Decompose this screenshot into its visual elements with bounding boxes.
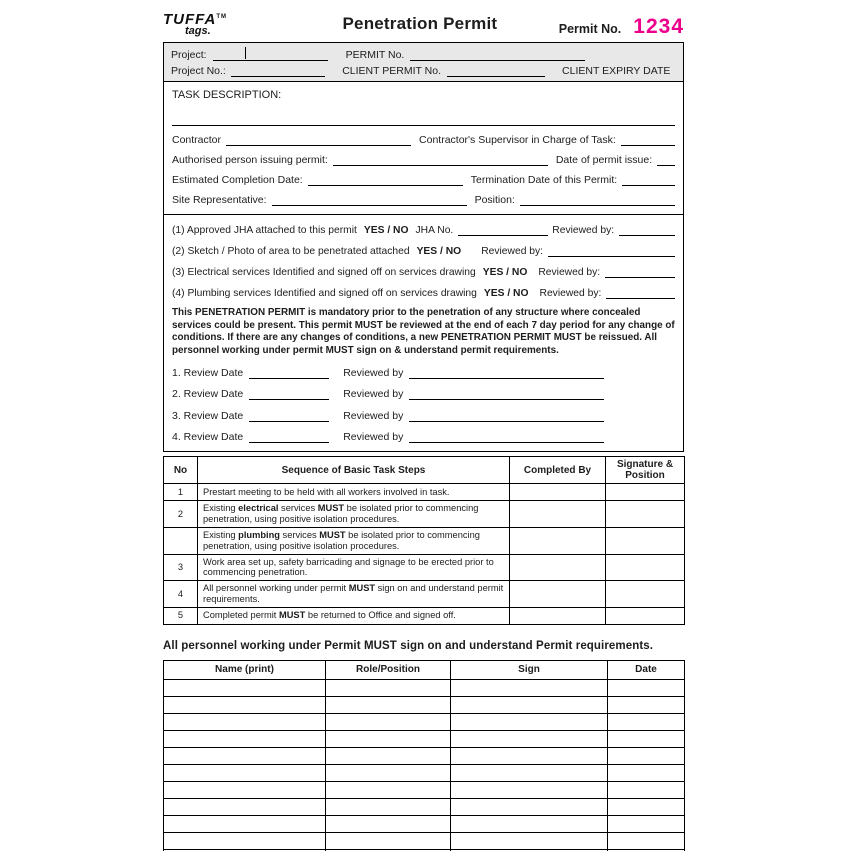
date-issue-blank[interactable] — [657, 154, 675, 166]
check-row — [172, 266, 675, 278]
name-cell[interactable] — [164, 781, 326, 798]
signon-row — [164, 747, 685, 764]
review-date-blank[interactable] — [249, 410, 329, 422]
name-cell[interactable] — [164, 832, 326, 849]
reviewed-by-blank[interactable] — [409, 388, 604, 400]
task-step-row — [164, 501, 685, 528]
form-header — [163, 11, 684, 39]
task-step-no — [164, 527, 198, 554]
completed-by-cell[interactable] — [510, 607, 606, 624]
role-cell[interactable] — [326, 781, 451, 798]
review-rows — [172, 367, 675, 444]
role-cell[interactable] — [326, 764, 451, 781]
signon-row — [164, 730, 685, 747]
sign-cell[interactable] — [451, 679, 608, 696]
signon-row — [164, 679, 685, 696]
signature-cell[interactable] — [606, 501, 685, 528]
review-row — [172, 388, 675, 400]
role-cell[interactable] — [326, 747, 451, 764]
task-step-row — [164, 607, 685, 624]
check-text: (2) Sketch / Photo of area to be penetrated attached — [172, 246, 410, 257]
signature-cell[interactable] — [606, 527, 685, 554]
completion-row — [172, 174, 675, 186]
date-cell[interactable] — [608, 747, 685, 764]
permit-no-label: Permit No. — [558, 22, 622, 36]
task-steps-table — [163, 456, 685, 624]
col-header-no: No — [164, 457, 198, 484]
project-no-blank[interactable] — [231, 65, 325, 77]
review-row — [172, 410, 675, 422]
logo-text: TUFFA — [163, 11, 217, 28]
task-step-row — [164, 527, 685, 554]
reviewed-by-label: Reviewed by: — [552, 225, 615, 236]
authorised-label: Authorised person issuing permit: — [172, 154, 328, 166]
contractor-label: Contractor — [172, 134, 222, 146]
col-header-role: Role/Position — [326, 660, 451, 679]
reviewed-by-blank[interactable] — [619, 224, 675, 236]
review-date-blank[interactable] — [249, 388, 329, 400]
reviewed-by-blank[interactable] — [606, 287, 675, 299]
reviewed-by-label: Reviewed by — [343, 409, 404, 422]
date-issue-label: Date of permit issue: — [555, 154, 653, 166]
task-step-text: Completed permit MUST be returned to Office and signed off. — [198, 607, 510, 624]
project-row — [171, 49, 676, 61]
date-cell[interactable] — [608, 781, 685, 798]
task-description-blank[interactable] — [172, 125, 675, 126]
completed-by-cell[interactable] — [510, 527, 606, 554]
role-cell[interactable] — [326, 798, 451, 815]
supervisor-label: Contractor's Supervisor in Charge of Task: — [419, 134, 616, 146]
reviewed-by-label: Reviewed by: — [539, 288, 602, 299]
position-blank[interactable] — [520, 194, 675, 206]
task-step-row — [164, 484, 685, 501]
date-cell[interactable] — [608, 832, 685, 849]
logo-wordmark — [163, 12, 281, 27]
date-cell[interactable] — [608, 679, 685, 696]
permit-no-value: 1234 — [633, 15, 684, 38]
client-expiry-label: CLIENT EXPIRY DATE — [562, 65, 671, 77]
permit-no-blank[interactable] — [410, 49, 585, 61]
name-cell[interactable] — [164, 747, 326, 764]
sign-cell[interactable] — [451, 713, 608, 730]
name-cell[interactable] — [164, 679, 326, 696]
col-header-date: Date — [608, 660, 685, 679]
review-date-label: 1. Review Date — [172, 366, 244, 379]
signon-header-row — [164, 660, 685, 679]
signature-cell[interactable] — [606, 484, 685, 501]
permit-number-block — [559, 11, 684, 39]
role-cell[interactable] — [326, 679, 451, 696]
completed-by-cell[interactable] — [510, 501, 606, 528]
project-blank[interactable] — [213, 49, 328, 61]
task-step-no: 4 — [164, 581, 198, 608]
review-row — [172, 431, 675, 443]
review-date-label: 2. Review Date — [172, 388, 244, 401]
task-step-text: Existing plumbing services MUST be isolated prior to commencing penetration, using positive isolation procedures. — [198, 527, 510, 554]
check-text: (4) Plumbing services Identified and signed off on services drawing — [172, 288, 477, 299]
name-cell[interactable] — [164, 730, 326, 747]
review-date-label: 4. Review Date — [172, 431, 244, 444]
section-divider — [164, 214, 683, 215]
completed-by-cell[interactable] — [510, 554, 606, 581]
date-cell[interactable] — [608, 713, 685, 730]
review-date-label: 3. Review Date — [172, 409, 244, 422]
name-cell[interactable] — [164, 764, 326, 781]
permit-no-field-label: PERMIT No. — [345, 49, 405, 61]
task-step-row — [164, 554, 685, 581]
task-step-row — [164, 581, 685, 608]
permit-details-box — [163, 82, 684, 452]
col-header-sign: Sign — [451, 660, 608, 679]
date-cell[interactable] — [608, 798, 685, 815]
task-step-no: 2 — [164, 501, 198, 528]
signon-row — [164, 832, 685, 849]
yes-no-option[interactable]: YES / NO — [363, 225, 409, 236]
task-table-header-row — [164, 457, 685, 484]
reviewed-by-blank[interactable] — [605, 266, 675, 278]
check-row — [172, 245, 675, 257]
signon-table — [163, 660, 685, 851]
task-step-text: Prestart meeting to be held with all workers involved in task. — [198, 484, 510, 501]
role-cell[interactable] — [326, 815, 451, 832]
task-step-text: All personnel working under permit MUST sign on and understand permit requirements. — [198, 581, 510, 608]
termination-blank[interactable] — [622, 174, 675, 186]
reviewed-by-blank[interactable] — [548, 245, 675, 257]
task-step-text: Work area set up, safety barricading and signage to be erected prior to commencing penetration. — [198, 554, 510, 581]
supervisor-blank[interactable] — [621, 134, 675, 146]
jha-no-label: JHA No. — [415, 225, 454, 236]
role-cell[interactable] — [326, 713, 451, 730]
project-no-row — [171, 65, 676, 77]
project-label: Project: — [171, 49, 207, 61]
sign-cell[interactable] — [451, 798, 608, 815]
check-text: (1) Approved JHA attached to this permit — [172, 225, 357, 236]
jha-no-blank[interactable] — [458, 224, 548, 236]
col-header-completed-by: Completed By — [510, 457, 606, 484]
sign-cell[interactable] — [451, 696, 608, 713]
sign-cell[interactable] — [451, 815, 608, 832]
termination-label: Termination Date of this Permit: — [470, 174, 618, 186]
permit-form-page — [163, 11, 684, 851]
signon-row — [164, 764, 685, 781]
yes-no-option[interactable]: YES / NO — [416, 246, 462, 257]
reviewed-by-label: Reviewed by: — [538, 267, 601, 278]
date-cell[interactable] — [608, 815, 685, 832]
check-row — [172, 287, 675, 299]
task-step-no: 3 — [164, 554, 198, 581]
site-rep-label: Site Representative: — [172, 194, 267, 206]
name-cell[interactable] — [164, 696, 326, 713]
contractor-row — [172, 134, 675, 146]
mandatory-notice: This PENETRATION PERMIT is mandatory prior to the penetration of any structure where concealed services could be present. This permit MUST be reviewed at the end of each 7 day period for any change of conditions. If there are any changes of conditions, a new PENETRATION PERMIT MUST be reissued. All personnel working under permit MUST sign on & understand permit requirements. — [172, 307, 675, 356]
signon-row — [164, 696, 685, 713]
task-description-label: TASK DESCRIPTION: — [172, 89, 282, 101]
signon-row — [164, 781, 685, 798]
yes-no-option[interactable]: YES / NO — [483, 288, 529, 299]
project-no-label: Project No.: — [171, 65, 226, 77]
date-cell[interactable] — [608, 730, 685, 747]
signon-row — [164, 798, 685, 815]
review-date-blank[interactable] — [249, 431, 329, 443]
site-rep-blank[interactable] — [272, 194, 467, 206]
site-rep-row — [172, 194, 675, 206]
signon-row — [164, 713, 685, 730]
task-step-no: 1 — [164, 484, 198, 501]
client-permit-blank[interactable] — [447, 65, 546, 77]
review-date-blank[interactable] — [249, 367, 329, 379]
sign-cell[interactable] — [451, 781, 608, 798]
name-cell[interactable] — [164, 815, 326, 832]
tuffa-logo — [163, 11, 281, 37]
name-cell[interactable] — [164, 713, 326, 730]
signature-cell[interactable] — [606, 581, 685, 608]
role-cell[interactable] — [326, 832, 451, 849]
date-cell[interactable] — [608, 764, 685, 781]
est-completion-blank[interactable] — [308, 174, 463, 186]
col-header-name: Name (print) — [164, 660, 326, 679]
sign-cell[interactable] — [451, 747, 608, 764]
reviewed-by-label: Reviewed by — [343, 388, 404, 401]
position-label: Position: — [474, 194, 515, 206]
signon-statement: All personnel working under Permit MUST sign on and understand Permit requirements. — [163, 639, 654, 652]
reviewed-by-blank[interactable] — [409, 410, 604, 422]
text-cursor — [245, 47, 246, 59]
reviewed-by-blank[interactable] — [409, 431, 604, 443]
col-header-sequence: Sequence of Basic Task Steps — [198, 457, 510, 484]
reviewed-by-label: Reviewed by — [343, 366, 404, 379]
task-step-text: Existing electrical services MUST be isolated prior to commencing penetration, using positive isolation procedures. — [198, 501, 510, 528]
col-header-signature: Signature & Position — [606, 457, 685, 484]
reviewed-by-label: Reviewed by: — [481, 246, 544, 257]
signature-cell[interactable] — [606, 607, 685, 624]
contractor-blank[interactable] — [226, 134, 411, 146]
name-cell[interactable] — [164, 798, 326, 815]
completed-by-cell[interactable] — [510, 484, 606, 501]
client-permit-label: CLIENT PERMIT No. — [342, 65, 441, 77]
review-row — [172, 367, 675, 379]
reviewed-by-blank[interactable] — [409, 367, 604, 379]
project-info-bar — [163, 42, 684, 82]
authorised-row — [172, 154, 675, 166]
signon-row — [164, 815, 685, 832]
check-row — [172, 224, 675, 236]
check-text: (3) Electrical services Identified and signed off on services drawing — [172, 267, 476, 278]
trademark-symbol: TM — [216, 14, 227, 20]
authorised-blank[interactable] — [333, 154, 548, 166]
date-cell[interactable] — [608, 696, 685, 713]
page-title: Penetration Permit — [342, 14, 498, 33]
sign-cell[interactable] — [451, 764, 608, 781]
logo-subtext: tags. — [185, 25, 211, 37]
completed-by-cell[interactable] — [510, 581, 606, 608]
sign-cell[interactable] — [451, 730, 608, 747]
yes-no-option[interactable]: YES / NO — [482, 267, 528, 278]
signature-cell[interactable] — [606, 554, 685, 581]
check-items — [172, 224, 675, 299]
role-cell[interactable] — [326, 730, 451, 747]
reviewed-by-label: Reviewed by — [343, 431, 404, 444]
role-cell[interactable] — [326, 696, 451, 713]
est-completion-label: Estimated Completion Date: — [172, 174, 303, 186]
sign-cell[interactable] — [451, 832, 608, 849]
task-step-no: 5 — [164, 607, 198, 624]
